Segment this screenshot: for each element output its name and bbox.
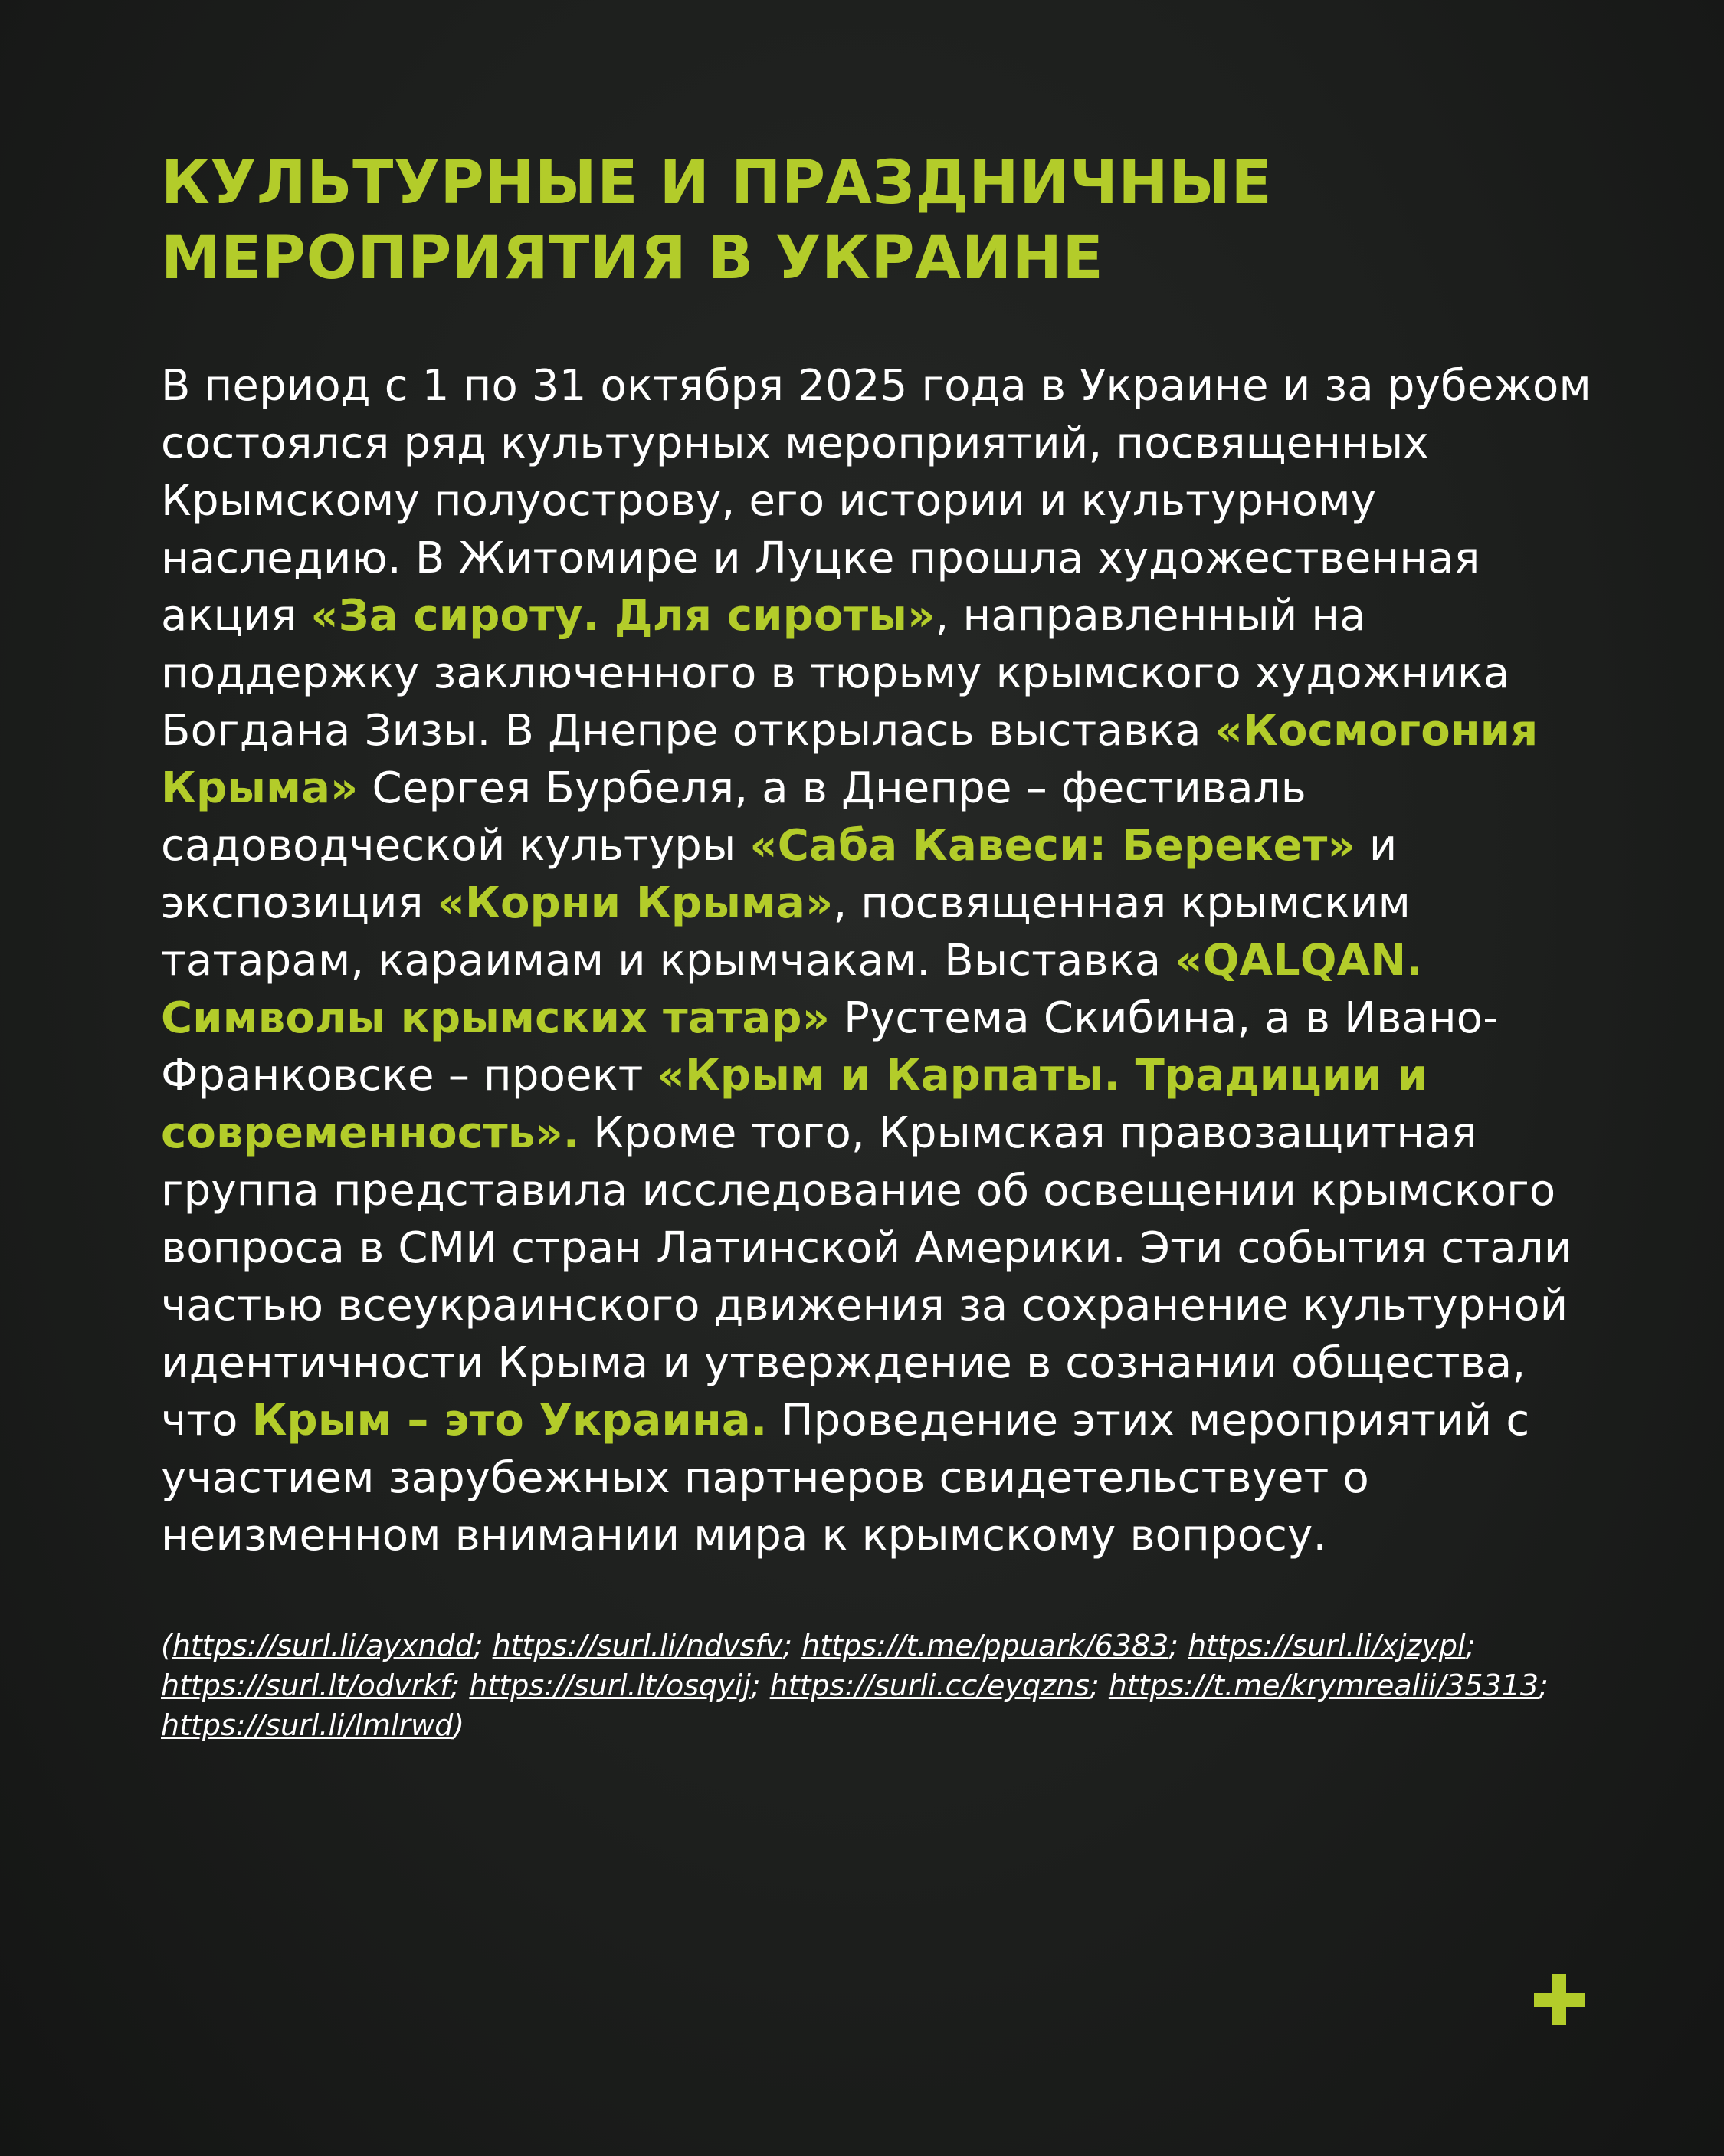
highlight-za-sirotu: «За сироту. Для сироты» [310, 591, 936, 641]
title-line-2: МЕРОПРИЯТИЯ В УКРАИНЕ [161, 224, 1104, 293]
source-link[interactable]: https://surl.li/lmlrwd [161, 1708, 454, 1742]
source-separator: ; [1168, 1629, 1188, 1662]
body-text-8: Проведение этих мероприятий с участием зарубежных партнеров свидетельствует о неизменном внимании мира к крымскому вопросу. [161, 1396, 1530, 1560]
source-separator: ; [1465, 1629, 1476, 1662]
source-link[interactable]: https://surl.li/ayxndd [172, 1629, 474, 1662]
sources-list [161, 1626, 1601, 1745]
source-separator: ; [782, 1629, 802, 1662]
sources-open-paren: ( [161, 1629, 172, 1662]
body-text-7: Кроме того, Крымская правозащитная группа представила исследование об освещении крымского вопроса в СМИ стран Латинской Америки. Эти события стали частью всеукраинского движения за сохранение культурной идентичности Крыма и утверждение в сознании общества, что [161, 1108, 1572, 1446]
highlight-kosmogoniya: «Космогония Крыма» [161, 706, 1539, 813]
highlight-krym-ukraina: Крым – это Украина. [251, 1396, 768, 1446]
source-link[interactable]: https://surl.li/ndvsfv [492, 1629, 783, 1662]
source-separator: ; [1089, 1669, 1109, 1702]
highlight-krym-karpaty: «Крым и Карпаты. Традиции и современность». [161, 1051, 1427, 1158]
highlight-saba-kavesi: «Саба Кавеси: Берекет» [749, 821, 1355, 871]
highlight-qalqan: «QALQAN. Символы крымских татар» [161, 936, 1423, 1043]
body-paragraph [161, 357, 1601, 1564]
body-text-6: Рустема Скибина, а в Ивано-Франковске – проект [161, 993, 1499, 1101]
body-text-5: , посвященная крымским татарам, караимам и крымчакам. Выставка [161, 878, 1411, 986]
source-separator: ; [450, 1669, 470, 1702]
page-title [161, 146, 1601, 296]
source-link[interactable]: https://t.me/krymrealii/35313 [1108, 1669, 1539, 1702]
source-separator: ; [1539, 1669, 1549, 1702]
source-separator: ; [750, 1669, 770, 1702]
source-link[interactable]: https://surl.lt/odvrkf [161, 1669, 451, 1702]
content-area [161, 146, 1601, 1745]
source-link[interactable]: https://t.me/ppuark/6383 [801, 1629, 1169, 1662]
body-text-1: В период с 1 по 31 октября 2025 года в Украине и за рубежом состоялся ряд культурных мероприятий, посвященных Крымскому полуострову, его истории и культурному наследию. В Житомире и Луцке прошла художественная акция [161, 361, 1591, 641]
source-link[interactable]: https://surl.lt/osqyij [469, 1669, 751, 1702]
highlight-korni-kryma: «Корни Крыма» [437, 878, 834, 928]
source-link[interactable]: https://surl.li/xjzypl [1188, 1629, 1466, 1662]
title-line-1: КУЛЬТУРНЫЕ И ПРАЗДНИЧНЫЕ [161, 149, 1273, 218]
source-separator: ; [473, 1629, 493, 1662]
body-text-4: и экспозиция [161, 821, 1398, 928]
sources-close-paren: ) [453, 1708, 465, 1742]
body-text-3: Сергея Бурбеля, а в Днепре – фестиваль садоводческой культуры [161, 763, 1306, 871]
source-link[interactable]: https://surli.cc/eyqzns [769, 1669, 1090, 1702]
plus-icon [1534, 1974, 1585, 2025]
body-text-2: , направленный на поддержку заключенного в тюрьму крымского художника Богдана Зизы. В Днепре открылась выставка [161, 591, 1510, 756]
